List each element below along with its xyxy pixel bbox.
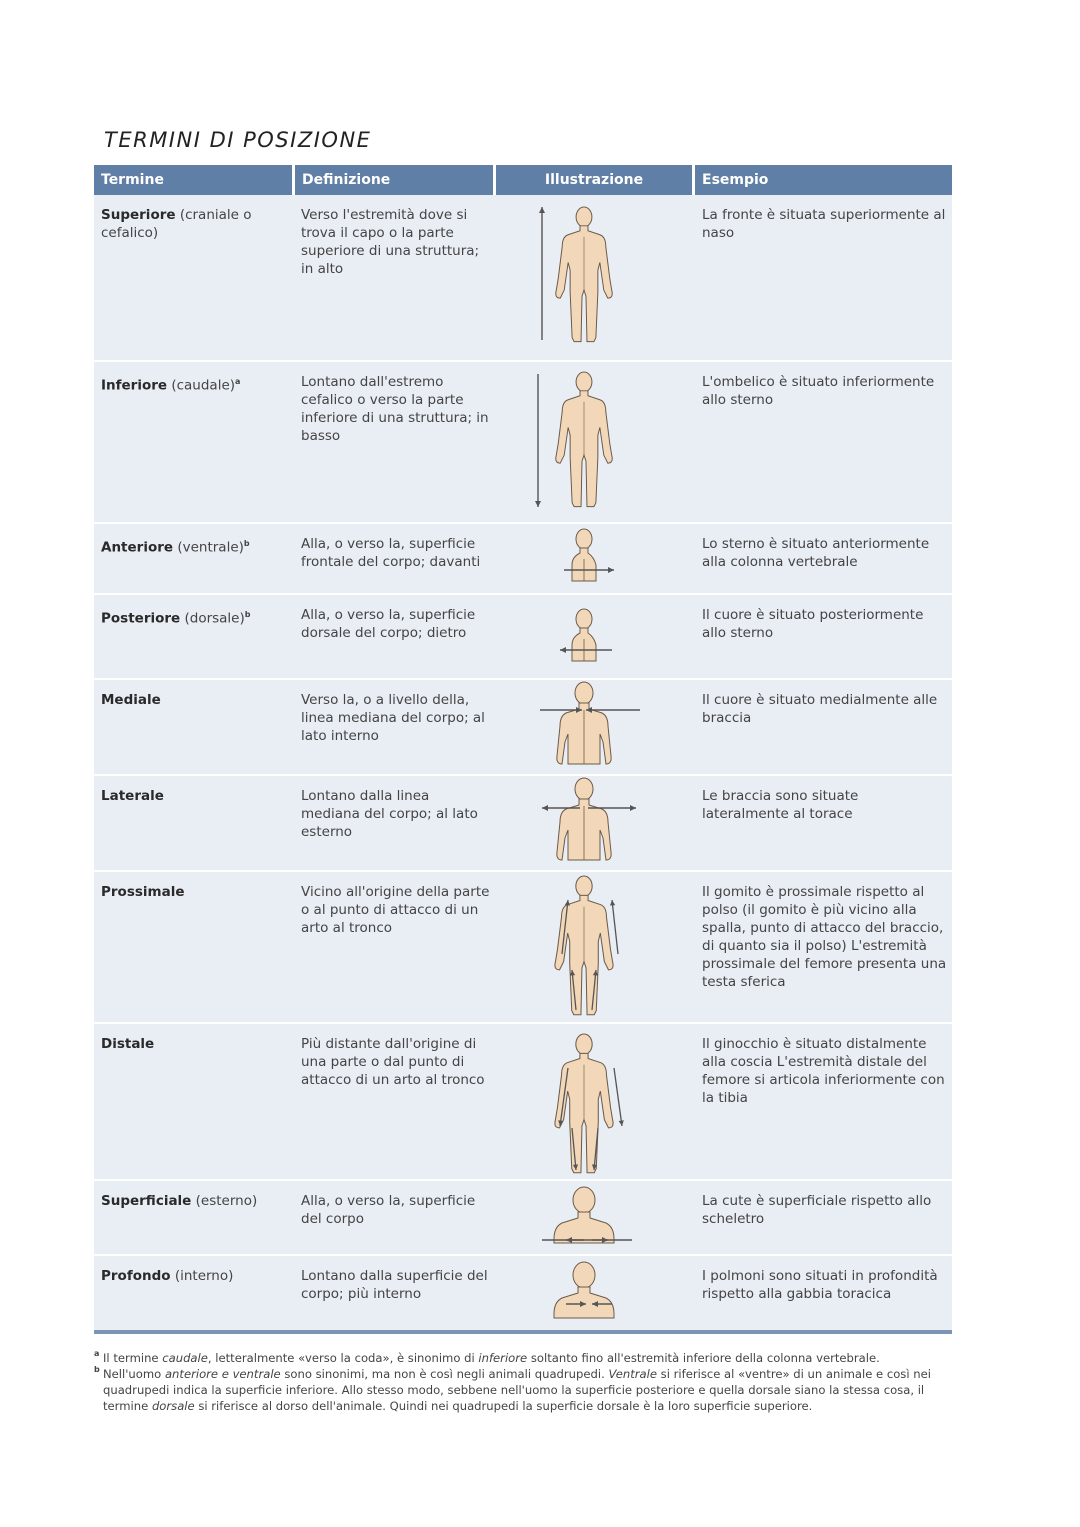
definition-cell: Alla, o verso la, superficie frontale del corpo; davanti	[301, 536, 481, 570]
bust-arrows-superficial-icon	[496, 1181, 692, 1254]
example-cell: Le braccia sono situate lateralmente al torace	[702, 788, 859, 822]
table-row	[94, 680, 952, 774]
footnote-text: soltanto fino all'estremità inferiore della colonna vertebrale.	[527, 1351, 880, 1365]
table-row	[94, 362, 952, 522]
header-illustration: Illustrazione	[496, 165, 692, 195]
term-synonym: (esterno)	[191, 1193, 258, 1209]
term-cell	[101, 373, 291, 395]
footnote-text: si riferisce al «ventre» di un animale e così nei quadrupedi indica la superficie inferiore. Allo stesso modo, sebbene nell'uomo la superficie posteriore e quella dorsale siano la stessa cosa, il termine	[103, 1367, 931, 1413]
bust-arrows-deep-icon	[496, 1256, 692, 1332]
term-name: Anteriore	[101, 539, 174, 556]
definition-cell: Verso l'estremità dove si trova il capo o la parte superiore di una struttura; in alto	[301, 207, 480, 277]
table-row	[94, 595, 952, 678]
illustration-cell	[496, 1256, 692, 1337]
header-definition: Definizione	[295, 165, 493, 195]
example-cell: Il cuore è situato posteriormente allo sterno	[702, 607, 924, 641]
definition-cell: Lontano dalla superficie del corpo; più interno	[301, 1268, 488, 1302]
footnote-text: Ventrale	[608, 1367, 657, 1381]
footnote-text: sono sinonimi, ma non è così negli animali quadrupedi.	[280, 1367, 609, 1381]
footnote-text: , letteralmente «verso la coda», è sinonimo di	[207, 1351, 479, 1365]
illustration-cell	[496, 776, 692, 875]
illustration-cell	[496, 362, 692, 527]
footnote-a	[94, 1350, 956, 1366]
footnote-text: anteriore e ventrale	[164, 1367, 281, 1381]
footnote-b	[94, 1366, 956, 1414]
illustration-cell	[496, 1181, 692, 1259]
term-cell	[101, 787, 291, 805]
term-name: Profondo	[101, 1268, 171, 1284]
body-arrow-up-icon	[496, 195, 692, 360]
table-row	[94, 1181, 952, 1254]
footnote-marker: b	[243, 539, 250, 548]
torso-arrows-medial-icon	[496, 680, 692, 774]
term-name: Superiore	[101, 207, 176, 223]
term-cell	[101, 1192, 291, 1210]
profile-arrow-back-icon	[496, 595, 692, 678]
term-cell	[101, 535, 291, 557]
term-cell	[101, 606, 291, 628]
footnote-text: inferiore	[478, 1351, 528, 1365]
term-name: Laterale	[101, 788, 164, 804]
table-row	[94, 1256, 952, 1332]
term-cell	[101, 1267, 291, 1285]
example-cell: Lo sterno è situato anteriormente alla colonna vertebrale	[702, 536, 930, 570]
example-cell: Il cuore è situato medialmente alle braccia	[702, 692, 938, 726]
footnote-text: caudale	[162, 1351, 208, 1365]
term-cell	[101, 691, 291, 709]
definition-cell: Alla, o verso la, superficie del corpo	[301, 1193, 476, 1227]
footnote-marker: a	[94, 1349, 100, 1358]
term-name: Superficiale	[101, 1193, 192, 1209]
torso-arrows-lateral-icon	[496, 776, 692, 870]
term-name: Distale	[101, 1036, 155, 1052]
term-name: Prossimale	[101, 884, 185, 900]
footnotes	[94, 1350, 956, 1414]
body-arrows-proximal-icon	[496, 872, 692, 1022]
term-synonym: (craniale o cefalico)	[101, 207, 252, 241]
table-row	[94, 195, 952, 360]
term-synonym: (dorsale)	[180, 610, 245, 627]
term-synonym: (caudale)	[167, 377, 236, 394]
page-title: TERMINI DI POSIZIONE	[104, 128, 372, 152]
illustration-cell	[496, 595, 692, 683]
example-cell: L'ombelico è situato inferiormente allo sterno	[702, 374, 935, 408]
footnote-text: Nell'uomo	[103, 1367, 165, 1381]
term-cell	[101, 206, 291, 242]
definition-cell: Alla, o verso la, superficie dorsale del corpo; dietro	[301, 607, 476, 641]
example-cell: I polmoni sono situati in profondità rispetto alla gabbia toracica	[702, 1268, 938, 1302]
definition-cell: Lontano dalla linea mediana del corpo; al lato esterno	[301, 788, 478, 840]
definition-cell: Lontano dall'estremo cefalico o verso la parte inferiore di una struttura; in basso	[301, 374, 489, 444]
term-synonym: (interno)	[170, 1268, 234, 1284]
term-synonym: (ventrale)	[173, 539, 244, 556]
table-header	[94, 165, 952, 195]
profile-arrow-front-icon	[496, 524, 692, 593]
table-row	[94, 1024, 952, 1179]
illustration-cell	[496, 872, 692, 1027]
example-cell: Il ginocchio è situato distalmente alla coscia L'estremità distale del femore si articola inferiormente con la tibia	[702, 1036, 945, 1106]
term-name: Inferiore	[101, 377, 168, 394]
example-cell: Il gomito è prossimale rispetto al polso (il gomito è più vicino alla spalla, punto di attacco del braccio, di quanto sia il polso) L'estremità prossimale del femore presenta una testa sferica	[702, 884, 947, 990]
example-cell: La fronte è situata superiormente al naso	[702, 207, 946, 241]
table-row	[94, 776, 952, 870]
header-example: Esempio	[695, 165, 952, 195]
term-name: Mediale	[101, 692, 161, 708]
body-arrows-distal-icon	[496, 1024, 692, 1179]
footnote-text: si riferisce al dorso dell'animale. Quindi nei quadrupedi la superficie dorsale è la loro superficie superiore.	[194, 1399, 813, 1413]
term-name: Posteriore	[101, 610, 181, 627]
body-arrow-down-icon	[496, 362, 692, 522]
example-cell: La cute è superficiale rispetto allo scheletro	[702, 1193, 932, 1227]
illustration-cell	[496, 680, 692, 779]
footnote-text: dorsale	[151, 1399, 195, 1413]
position-terms-table	[94, 165, 952, 1302]
definition-cell: Più distante dall'origine di una parte o dal punto di attacco di un arto al tronco	[301, 1036, 485, 1088]
footnote-marker: b	[94, 1365, 100, 1374]
definition-cell: Vicino all'origine della parte o al punto di attacco di un arto al tronco	[301, 884, 490, 936]
table-bottom-rule	[94, 1330, 952, 1334]
table-row	[94, 872, 952, 1022]
definition-cell: Verso la, o a livello della, linea mediana del corpo; al lato interno	[301, 692, 485, 744]
table-row	[94, 524, 952, 593]
illustration-cell	[496, 1024, 692, 1184]
footnote-text: Il termine	[103, 1351, 163, 1365]
illustration-cell	[496, 195, 692, 365]
footnote-marker: b	[244, 610, 251, 619]
term-cell	[101, 1035, 291, 1053]
term-cell	[101, 883, 291, 901]
footnote-marker: a	[235, 377, 241, 386]
illustration-cell	[496, 524, 692, 598]
header-term: Termine	[94, 165, 292, 195]
